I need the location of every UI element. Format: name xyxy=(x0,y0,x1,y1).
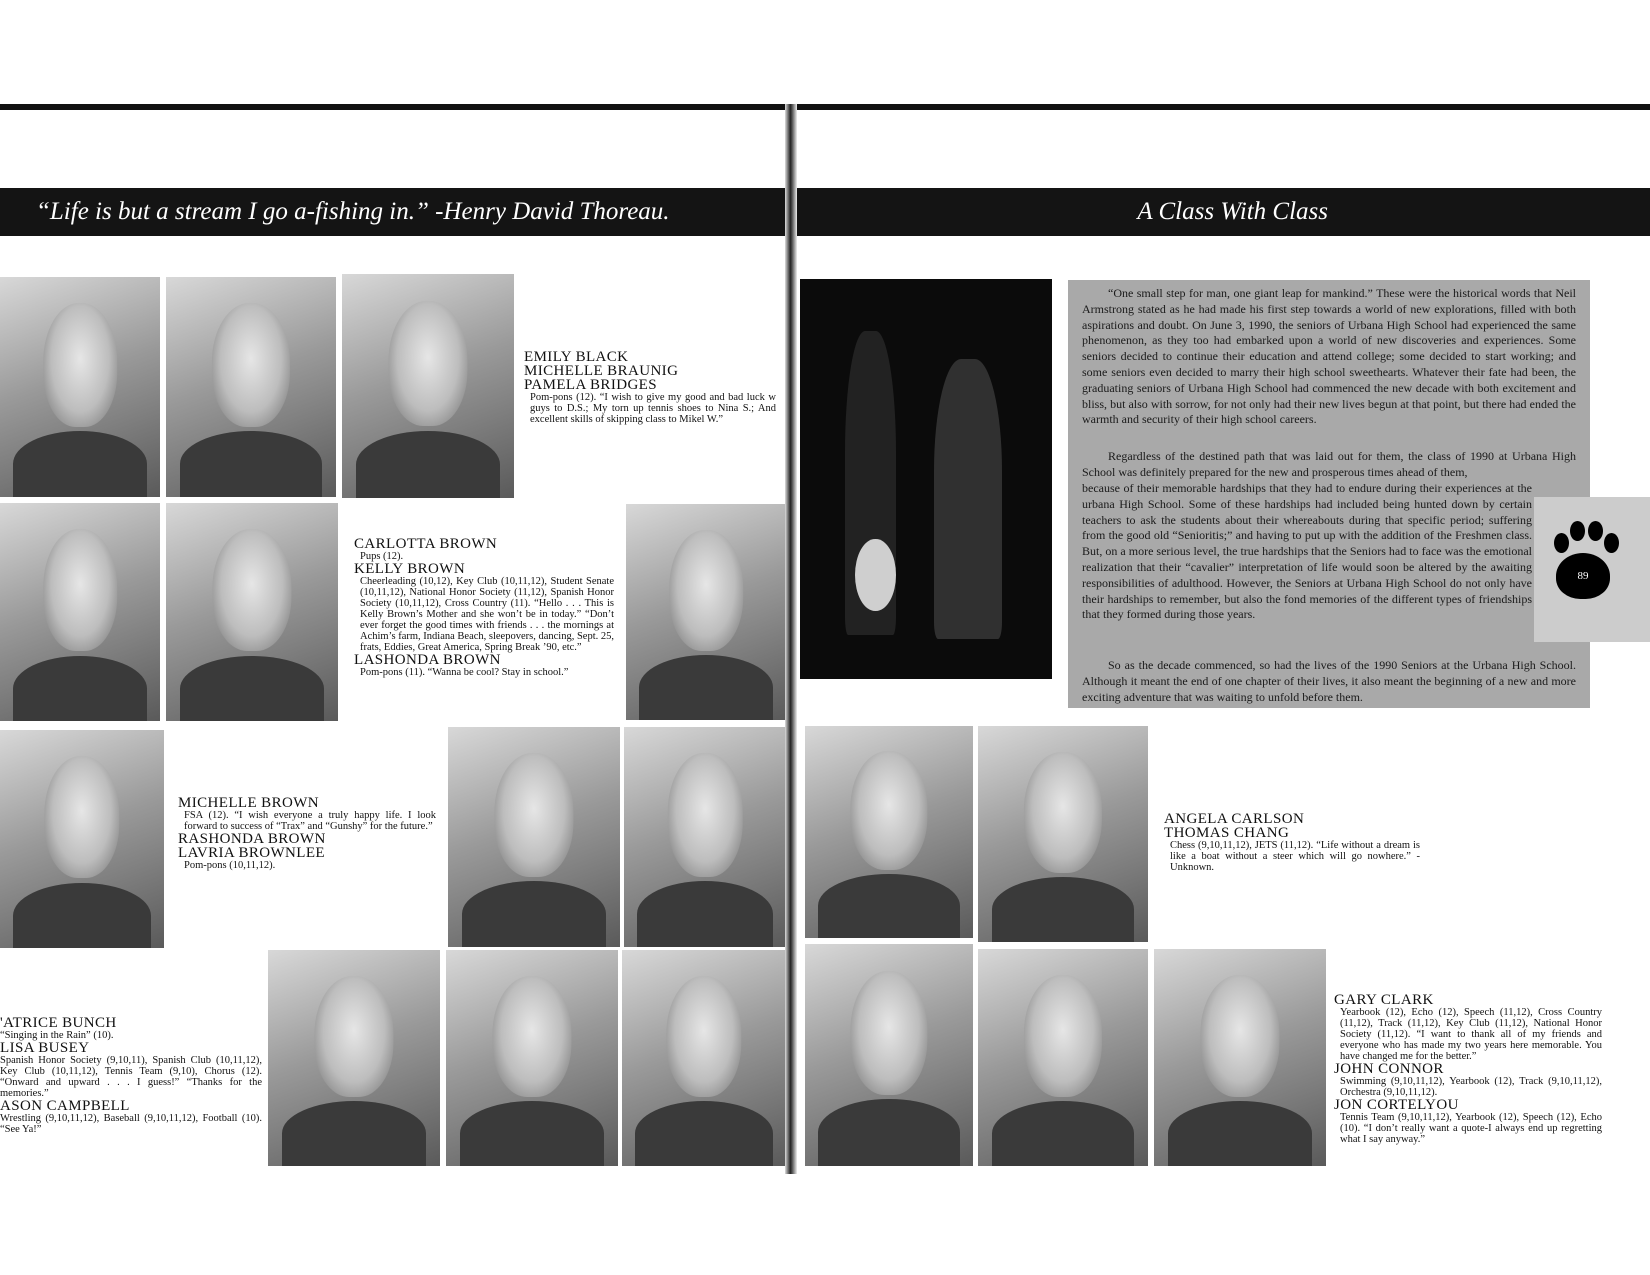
name-label: CARLOTTA BROWN xyxy=(354,536,498,552)
name-label: LAVRIA BROWNLEE xyxy=(178,845,325,861)
bio-text: FSA (12). “I wish everyone a truly happy life. I look forward to success of “Trax” and “Gunshy” for the future.” xyxy=(184,810,436,832)
group-black-bridges xyxy=(524,350,786,425)
paw-toe-icon xyxy=(1570,521,1585,541)
essay-paragraph-2a: Regardless of the destined path that was laid out for them, the class of 1990 at Urbana High School was definitely prepared for the new and prosperous times ahead of them, xyxy=(1082,449,1576,479)
portrait-emily-black xyxy=(0,277,160,497)
page-number-tab xyxy=(1534,497,1650,642)
name-label: LISA BUSEY xyxy=(0,1040,90,1056)
portrait-lavria-brownlee xyxy=(624,727,786,947)
group-clark-cortelyou xyxy=(1334,993,1602,1145)
essay-paragraph-2b: because of their memorable hardships that they had to endure during their experiences at the urbana High School. Some of these hardships had included being hunted down by certain teachers to ask the students about their whereabouts during that specific period; suffering from the good old “Senioritis;” and having to put up with the addition of the Freshmen class. But, on a more serious level, the true hardships that the Seniors had to face was the emotional realization that their “cavalier” interpretation of life would soon be altered by the awaiting responsibilities of adulthood. However, the Seniors at Urbana High School do not only have their hardships to remember, but also the fond memories of the different types of friendships that they formed during those years. xyxy=(1082,481,1532,622)
name-label: ASON CAMPBELL xyxy=(0,1098,130,1114)
bio-text: Swimming (9,10,11,12), Yearbook (12), Track (9,10,11,12), Orchestra (9,10,11,12). xyxy=(1340,1076,1602,1098)
group-bunch-campbell xyxy=(0,1016,262,1135)
page-number: 89 xyxy=(1577,570,1589,582)
right-banner-title: A Class With Class xyxy=(1137,198,1328,225)
paw-toe-icon xyxy=(1554,533,1569,553)
bio-text: Tennis Team (9,10,11,12), Yearbook (12), Speech (12), Echo (10). “I don’t really want a quote-I always end up regretting what I say anyway.” xyxy=(1340,1112,1602,1145)
group-carlson-chang xyxy=(1164,812,1434,873)
name-label: LASHONDA BROWN xyxy=(354,652,501,668)
essay-box xyxy=(1068,280,1590,708)
book-spine xyxy=(785,104,797,1174)
name-label: RASHONDA BROWN xyxy=(178,831,326,847)
portrait-kelly-brown xyxy=(166,503,338,721)
name-label: PAMELA BRIDGES xyxy=(524,377,657,393)
left-banner xyxy=(0,188,792,236)
portrait-lashonda-brown xyxy=(626,504,786,720)
name-label: 'ATRICE BUNCH xyxy=(0,1015,117,1031)
bio-text: Wrestling (9,10,11,12), Baseball (9,10,11,12), Football (10). “See Ya!” xyxy=(0,1113,262,1135)
bio-text: “Singing in the Rain” (10). xyxy=(0,1030,114,1041)
portrait-michelle-braunig xyxy=(166,277,336,497)
name-label: KELLY BROWN xyxy=(354,561,466,577)
bio-text: Pom-pons (11). “Wanna be cool? Stay in school.” xyxy=(360,667,569,678)
paw-toe-icon xyxy=(1588,521,1603,541)
name-label: JON CORTELYOU xyxy=(1334,1097,1459,1113)
paw-print-icon xyxy=(1556,553,1610,599)
bio-text: Pom-pons (10,11,12). xyxy=(184,860,276,871)
name-label: JOHN CONNOR xyxy=(1334,1061,1444,1077)
name-label: ANGELA CARLSON xyxy=(1164,811,1305,827)
bio-text: Chess (9,10,11,12), JETS (11,12). “Life without a dream is like a boat without a steer which will go nowhere.” - Unknown. xyxy=(1170,840,1420,873)
bio-text: Pom-pons (12). “I wish to give my good and bad luck w guys to D.S.; My torn up tennis shoes to Nina S.; And excellent skills of skipping class to Mikel W.” xyxy=(530,392,776,425)
right-banner xyxy=(792,188,1650,236)
essay-paragraph-3: So as the decade commenced, so had the lives of the 1990 Seniors at the Urbana High School. Although it meant the end of one chapter of their lives, it also meant the beginning of a new and more exciting adventure that was waiting to unfold before them. xyxy=(1082,658,1576,704)
left-banner-quote: “Life is but a stream I go a-fishing in.” -Henry David Thoreau. xyxy=(36,198,670,225)
portrait-michelle-brown xyxy=(0,730,164,948)
portrait-jon-cortelyou xyxy=(1154,949,1326,1166)
top-rule xyxy=(0,104,1650,110)
portrait-pamela-bridges xyxy=(342,274,514,498)
bio-text: Yearbook (12), Echo (12), Speech (11,12), Cross Country (11,12), Track (11,12), Key Club (11,12), National Honor Society (11,12). “I want to thank all of my friends and everyone who has made my two years here memorable. You have changed me for the better.” xyxy=(1340,1007,1602,1062)
portrait-carlotta-brown xyxy=(0,503,160,721)
graduation-photo xyxy=(800,279,1052,679)
bio-text: Pups (12). xyxy=(360,551,404,562)
portrait-jason-campbell xyxy=(622,950,786,1166)
name-label: GARY CLARK xyxy=(1334,992,1434,1008)
essay-paragraph-1: “One small step for man, one giant leap for mankind.” These were the historical words that Neil Armstrong stated as he had made his first step towards a world of new explorations, filled with both aspirations and doubt. On June 3, 1990, the seniors of Urbana High School had experienced the same phenomenon, as they too had embarked upon a world of new discoveries and experiences. Some seniors decided to continue their education and attend college; some decided to start working; and some seniors even decided to marry their high school sweethearts. Whatever their fate had been, the graduating seniors of Urbana High School had commenced the new decade with both excitement and bliss, but also with sorrow, for not only had their new lives begun at that point, but there had ended the warmth and security of their high school careers. xyxy=(1082,286,1576,427)
name-label: MICHELLE BROWN xyxy=(178,795,320,811)
bio-text: Spanish Honor Society (9,10,11), Spanish Club (10,11,12), Key Club (10,11,12), Tennis Team (9,10), Chorus (12). “Onward and upward . . . I guess!” “Thanks for the memories.” xyxy=(0,1055,262,1099)
group-carlotta-lashonda xyxy=(354,537,614,678)
portrait-thomas-chang xyxy=(978,726,1148,942)
portrait-gary-clark xyxy=(805,944,973,1166)
name-label: MICHELLE BRAUNIG xyxy=(524,363,679,379)
bio-text: Cheerleading (10,12), Key Club (10,11,12), Student Senate (10,11,12), National Honor Society (11,12), Spanish Honor Society (10,11,12), Cross Country (11). “Hello . . . This is Kelly Brown’s Mother and she won’t be in today.” “Don’t ever forget the good times with friends . . . the mornings at Achim’s farm, Indiana Beach, sleepovers, dancing, Sept. 25, frats, Eddies, Great America, Spring Break ’90, etc.” xyxy=(360,576,614,653)
portrait-rashonda-brown xyxy=(448,727,620,947)
name-label: THOMAS CHANG xyxy=(1164,825,1290,841)
portrait-patrice-bunch xyxy=(268,950,440,1166)
paw-toe-icon xyxy=(1604,533,1619,553)
name-label: EMILY BLACK xyxy=(524,349,629,365)
portrait-angela-carlson xyxy=(805,726,973,938)
group-michelle-lavria xyxy=(178,796,436,871)
portrait-lisa-busey xyxy=(446,950,618,1166)
portrait-john-connor xyxy=(978,949,1148,1166)
